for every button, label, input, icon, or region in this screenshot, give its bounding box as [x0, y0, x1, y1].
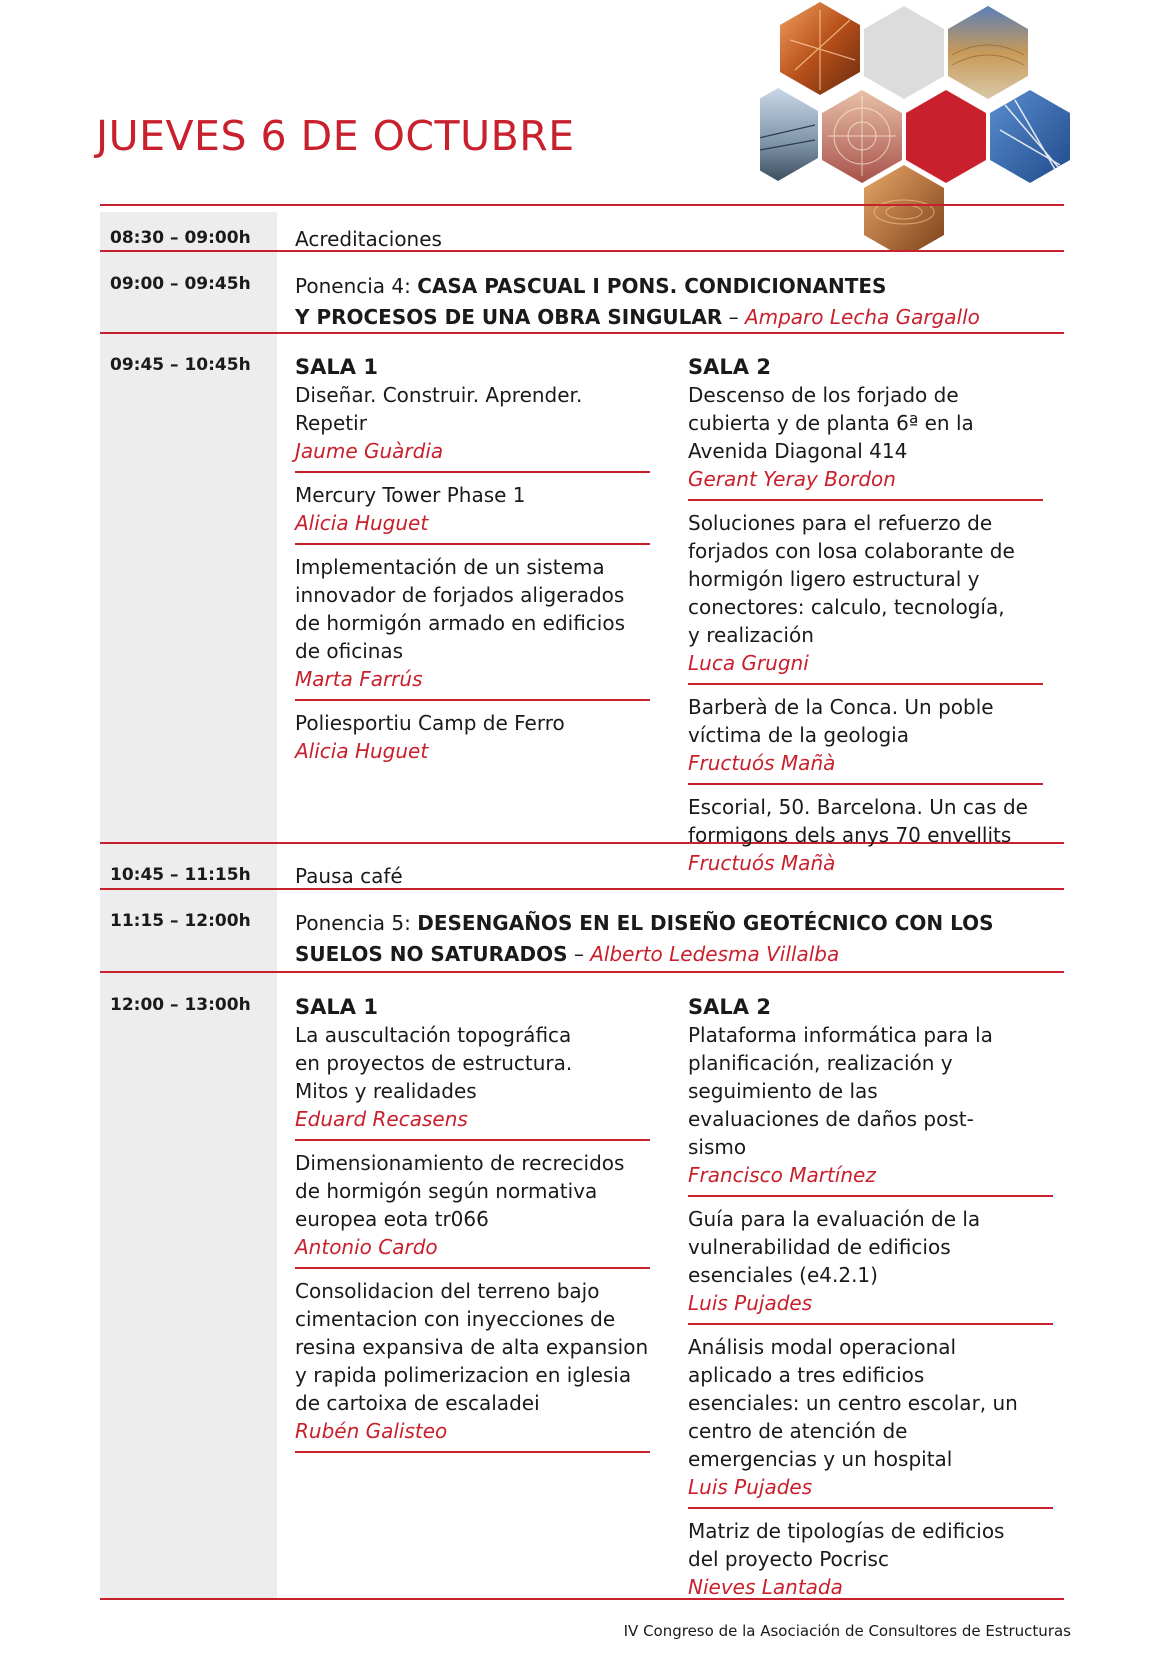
- talk-item: [295, 1149, 650, 1269]
- hexagon-photo-mosaic: [760, 0, 1166, 250]
- talk-author: Jaume Guàrdia: [295, 439, 444, 463]
- row-divider: [100, 204, 1064, 206]
- row-divider: [100, 250, 1064, 252]
- talk-author: Marta Farrús: [295, 667, 423, 691]
- talk-author: Alicia Huguet: [295, 511, 429, 535]
- keynote-prefix: Ponencia 5:: [295, 911, 418, 935]
- talk-title: La auscultación topográfica en proyectos de estructura. Mitos y realidades: [295, 1023, 573, 1103]
- photo-hex-roof: [760, 88, 818, 181]
- talk-item: [295, 481, 650, 545]
- talk-item: [688, 693, 1043, 785]
- keynote-title-line1: CASA PASCUAL I PONS. CONDICIONANTES: [417, 274, 887, 298]
- sala-2-column: [688, 353, 1043, 891]
- talk-item: [295, 553, 650, 701]
- talk-title: Consolidacion del terreno bajo cimentacion con inyecciones de resina expansiva de alta expansion y rapida polimerizacion en iglesia de cartoixa de escaladei: [295, 1279, 649, 1415]
- talk-item: [295, 381, 650, 473]
- time-slot: 09:45 – 10:45h: [110, 355, 251, 375]
- time-slot: 11:15 – 12:00h: [110, 911, 251, 931]
- talk-title: Soluciones para el refuerzo de forjados con losa colaborante de hormigón ligero estructural y conectores: calculo, tecnología, y realización: [688, 511, 1015, 647]
- talk-item: [688, 1205, 1053, 1325]
- keynote-title-line2: SUELOS NO SATURADOS: [295, 942, 568, 966]
- keynote-title-line2: Y PROCESOS DE UNA OBRA SINGULAR: [295, 305, 723, 329]
- talk-item: [295, 1021, 650, 1141]
- talk-author: Luis Pujades: [688, 1475, 813, 1499]
- talk-author: Francisco Martínez: [688, 1163, 876, 1187]
- sala-heading: SALA 1: [295, 355, 378, 379]
- talk-title: Escorial, 50. Barcelona. Un cas de formigons dels anys 70 envellits: [688, 795, 1028, 847]
- time-slot: 08:30 – 09:00h: [110, 228, 251, 248]
- sala-heading: SALA 2: [688, 995, 771, 1019]
- footer-congress-name: IV Congreso de la Asociación de Consultores de Estructuras: [623, 1622, 1071, 1640]
- time-slot: 12:00 – 13:00h: [110, 995, 251, 1015]
- sala-1-column: [295, 993, 650, 1461]
- talk-title: Barberà de la Conca. Un poble víctima de la geologia: [688, 695, 994, 747]
- talk-author: Nieves Lantada: [688, 1575, 843, 1599]
- talk-author: Alicia Huguet: [295, 739, 429, 763]
- talk-title: Diseñar. Construir. Aprender. Repetir: [295, 383, 583, 435]
- time-slot: 10:45 – 11:15h: [110, 865, 251, 885]
- keynote-session: [295, 908, 1055, 970]
- talk-author: Luca Grugni: [688, 651, 809, 675]
- red-hex: [906, 90, 986, 183]
- time-slot: 09:00 – 09:45h: [110, 274, 251, 294]
- talk-title: Poliesportiu Camp de Ferro: [295, 711, 565, 735]
- talk-author: Gerant Yeray Bordon: [688, 467, 896, 491]
- talk-author: Fructuós Mañà: [688, 751, 836, 775]
- sala-heading: SALA 1: [295, 995, 378, 1019]
- row-divider: [100, 971, 1064, 973]
- session-text: Acreditaciones: [295, 227, 442, 251]
- keynote-title-line1: DESENGAÑOS EN EL DISEÑO GEOTÉCNICO CON LOS: [417, 911, 994, 935]
- grey-hex: [864, 6, 944, 99]
- talk-item: [688, 509, 1043, 685]
- talk-author: Rubén Galisteo: [295, 1419, 448, 1443]
- sala-2-column: [688, 993, 1053, 1615]
- talk-author: Luis Pujades: [688, 1291, 813, 1315]
- sala-1-column: [295, 353, 650, 779]
- talk-author: Eduard Recasens: [295, 1107, 468, 1131]
- talk-title: Plataforma informática para la planificación, realización y seguimiento de las evaluaciones de daños post-sismo: [688, 1023, 993, 1159]
- talk-title: Guía para la evaluación de la vulnerabilidad de edificios esenciales (e4.2.1): [688, 1207, 981, 1287]
- talk-item: [688, 793, 1043, 883]
- talk-title: Mercury Tower Phase 1: [295, 483, 526, 507]
- keynote-speaker: Alberto Ledesma Villalba: [590, 942, 840, 966]
- talk-author: Fructuós Mañà: [688, 851, 836, 875]
- talk-author: Antonio Cardo: [295, 1235, 438, 1259]
- sala-heading: SALA 2: [688, 355, 771, 379]
- photo-hex-canopy: [948, 6, 1028, 99]
- keynote-dash: –: [722, 305, 745, 329]
- talk-title: Matriz de tipologías de edificios del proyecto Pocrisc: [688, 1519, 1005, 1571]
- talk-title: Análisis modal operacional aplicado a tres edificios esenciales: un centro escolar, un centro de atención de emergencias y un hospital: [688, 1335, 1018, 1471]
- session-text: Pausa café: [295, 864, 403, 888]
- talk-item: [688, 381, 1043, 501]
- keynote-session: [295, 271, 1035, 333]
- talk-item: [688, 1021, 1053, 1197]
- talk-item: [688, 1333, 1053, 1509]
- keynote-prefix: Ponencia 4:: [295, 274, 418, 298]
- time-column-background: [100, 212, 277, 1600]
- talk-item: [295, 1277, 650, 1453]
- talk-title: Descenso de los forjado de cubierta y de planta 6ª en la Avenida Diagonal 414: [688, 383, 974, 463]
- talk-item: [688, 1517, 1053, 1607]
- photo-hex-bridge: [990, 90, 1070, 183]
- talk-title: Dimensionamiento de recrecidos de hormigón según normativa europea eota tr066: [295, 1151, 625, 1231]
- talk-title: Implementación de un sistema innovador de forjados aligerados de hormigón armado en edificios de oficinas: [295, 555, 625, 663]
- keynote-speaker: Amparo Lecha Gargallo: [744, 305, 980, 329]
- page-title: JUEVES 6 DE OCTUBRE: [96, 112, 575, 160]
- keynote-dash: –: [567, 942, 591, 966]
- talk-item: [295, 709, 650, 771]
